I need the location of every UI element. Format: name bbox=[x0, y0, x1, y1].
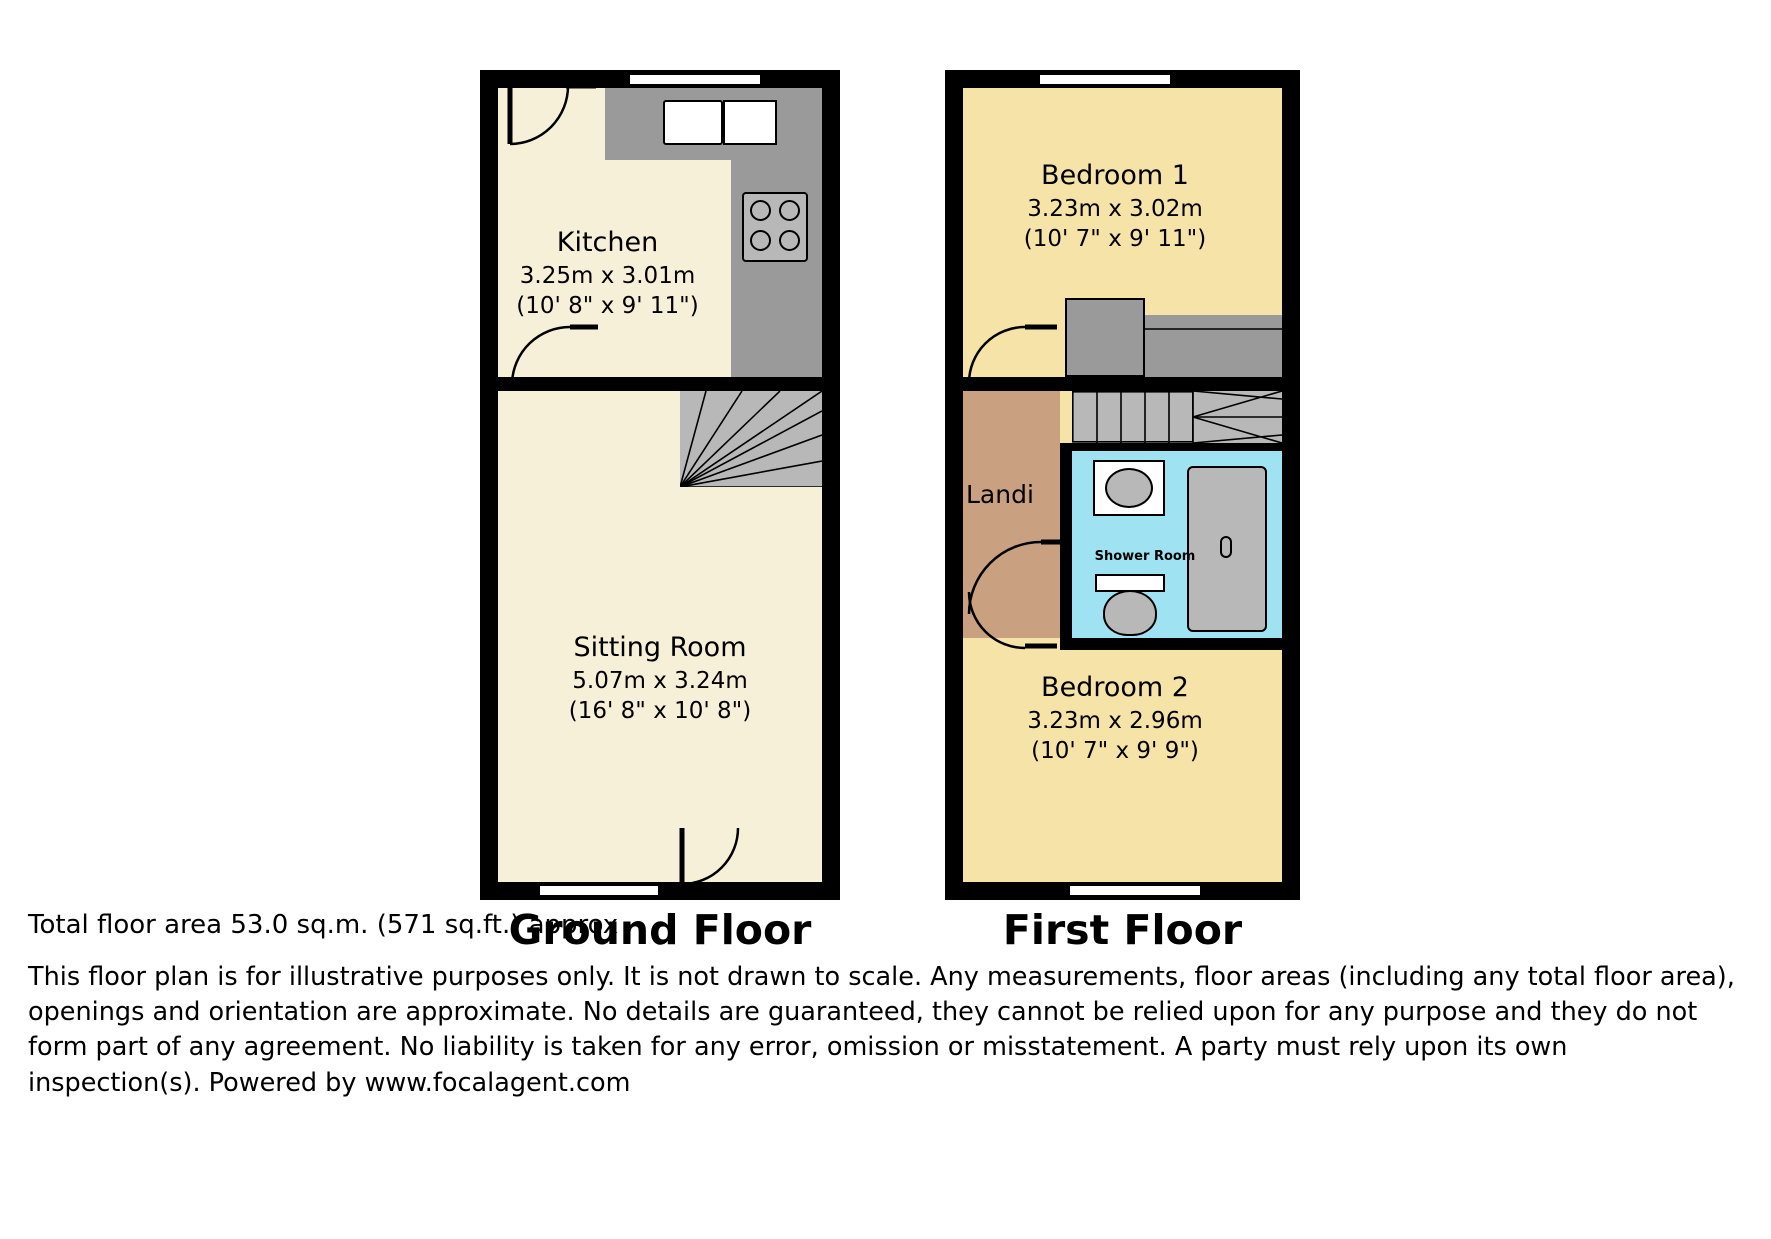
kitchen-hob-burner-3 bbox=[750, 230, 771, 251]
bedroom1-dim-imperial: (10' 7" x 9' 11") bbox=[1023, 225, 1207, 252]
ground-floor-plan bbox=[480, 70, 840, 900]
bedroom2-dim-metric: 3.23m x 2.96m bbox=[1027, 707, 1203, 734]
kitchen-name: Kitchen bbox=[556, 227, 659, 258]
bedroom1-door bbox=[967, 325, 1059, 387]
bedroom2-window bbox=[1070, 883, 1200, 898]
sitting-room-dim-imperial: (16' 8" x 10' 8") bbox=[568, 697, 752, 724]
bedroom2-dim-imperial: (10' 7" x 9' 9") bbox=[1031, 737, 1199, 764]
kitchen-sink-drainer bbox=[723, 100, 777, 145]
kitchen-to-hall-door bbox=[510, 325, 600, 385]
bedroom1-label bbox=[970, 158, 1260, 254]
bedroom2-name: Bedroom 2 bbox=[1041, 672, 1189, 703]
kitchen-hob-burner-4 bbox=[779, 230, 800, 251]
first-floor-plan bbox=[945, 70, 1300, 900]
kitchen-external-door bbox=[508, 84, 598, 156]
sitting-room-label bbox=[515, 630, 805, 726]
wash-basin-bowl bbox=[1105, 468, 1153, 508]
shower-room-bottom-wall bbox=[1060, 638, 1282, 650]
ground-floor-title: Ground Floor bbox=[508, 906, 812, 954]
bedroom2-door bbox=[967, 590, 1059, 650]
sitting-room-name: Sitting Room bbox=[573, 632, 747, 663]
bedroom1-dim-metric: 3.23m x 3.02m bbox=[1027, 195, 1203, 222]
shower-room-top-wall bbox=[1060, 443, 1282, 451]
landing-label: Landi bbox=[966, 480, 1034, 509]
kitchen-dim-imperial: (10' 8" x 9' 11") bbox=[516, 292, 699, 319]
total-floor-area-text: Total floor area 53.0 sq.m. (571 sq.ft.) approx bbox=[28, 910, 619, 940]
bedroom2-label bbox=[970, 670, 1260, 766]
staircase-lines-first bbox=[1072, 391, 1282, 443]
kitchen-hob-burner-2 bbox=[779, 200, 800, 221]
shower-room-label: Shower Room bbox=[1094, 549, 1196, 564]
first-floor-title: First Floor bbox=[1002, 906, 1243, 954]
kitchen-hob-burner-1 bbox=[750, 200, 771, 221]
toilet-bowl bbox=[1103, 590, 1157, 636]
kitchen-sink bbox=[663, 100, 723, 145]
bath-plug bbox=[1220, 536, 1232, 558]
staircase-lines-ground bbox=[680, 391, 822, 487]
sitting-room-window bbox=[540, 883, 658, 898]
kitchen-window bbox=[630, 72, 760, 87]
bedroom1-cupboard bbox=[1065, 298, 1145, 377]
bedroom1-wardrobe-divider bbox=[1145, 315, 1282, 377]
sitting-room-dim-metric: 5.07m x 3.24m bbox=[572, 667, 748, 694]
sitting-room-external-door bbox=[680, 826, 770, 898]
disclaimer-text: This floor plan is for illustrative purposes only. It is not drawn to scale. Any measurements, floor areas (including any total floor area), openings and orientation are approximate. No details are guaranteed, they cannot be relied upon for any purpose and they do not form part of any agreement. No liability is taken for any error, omission or misstatement. A party must rely upon its own inspection(s). Powered by www.focalagent.com bbox=[28, 962, 1735, 1098]
bedroom1-window bbox=[1040, 72, 1170, 87]
kitchen-dim-metric: 3.25m x 3.01m bbox=[519, 262, 696, 289]
bedroom1-name: Bedroom 1 bbox=[1041, 160, 1189, 191]
kitchen-label bbox=[500, 225, 715, 321]
